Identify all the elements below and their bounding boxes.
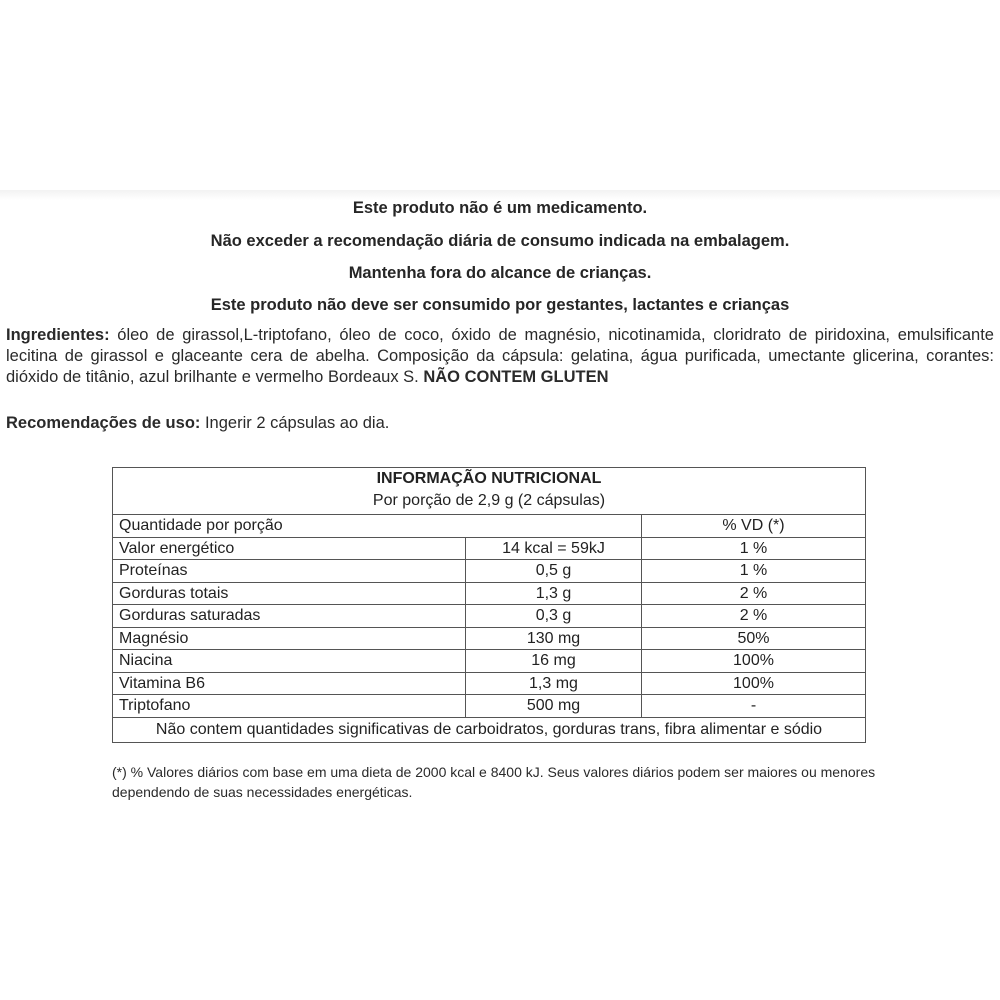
ingredients-label: Ingredientes:: [6, 326, 110, 344]
nutrient-name: Niacina: [113, 650, 466, 673]
daily-value-footnote: (*) % Valores diários com base em uma dieta de 2000 kcal e 8400 kJ. Seus valores diários podem ser maiores ou menores dependendo de suas necessidades energéticas.: [112, 764, 876, 800]
ingredients-text: óleo de girassol,L-triptofano, óleo de coco, óxido de magnésio, nicotinamida, cloridrato de piridoxina, emulsificante lecitina de girassol e glaceante cera de abelha. Composição da cápsula: gelatina, água purificada, umectante glicerina, corantes: dióxido de titânio, azul brilhante e vermelho Bordeaux S.: [6, 326, 994, 386]
warning-not-medicine: Este produto não é um medicamento.: [352, 199, 648, 217]
table-row: [113, 560, 866, 583]
nutrient-amount: 1,3 g: [466, 582, 642, 605]
nutrient-amount: 0,3 g: [466, 605, 642, 628]
nutrient-name: Valor energético: [113, 537, 466, 560]
nutrient-vd: 100%: [642, 672, 866, 695]
nutrition-column-header-row: [113, 515, 866, 538]
nutrient-vd: 50%: [642, 627, 866, 650]
table-row: [113, 650, 866, 673]
nutrient-name: Gorduras saturadas: [113, 605, 466, 628]
nutrient-amount: 500 mg: [466, 695, 642, 718]
nutrient-name: Triptofano: [113, 695, 466, 718]
nutrient-amount: 14 kcal = 59kJ: [466, 537, 642, 560]
table-row: [113, 695, 866, 718]
table-row: [113, 605, 866, 628]
nutrient-amount: 16 mg: [466, 650, 642, 673]
nutrient-name: Magnésio: [113, 627, 466, 650]
nutrient-name: Proteínas: [113, 560, 466, 583]
nutrition-table: [112, 467, 866, 743]
nutrient-vd: 100%: [642, 650, 866, 673]
column-header-quantity: Quantidade por porção: [113, 515, 642, 538]
nutrition-header-row: [113, 468, 866, 515]
nutrient-vd: 1 %: [642, 537, 866, 560]
nutrient-vd: -: [642, 695, 866, 718]
nutrient-name: Gorduras totais: [113, 582, 466, 605]
gluten-free-notice: NÃO CONTEM GLUTEN: [423, 368, 609, 386]
nutrition-footer-row: [113, 717, 866, 743]
nutrient-amount: 0,5 g: [466, 560, 642, 583]
nutrition-title: INFORMAÇÃO NUTRICIONAL: [376, 470, 602, 487]
nutrient-vd: 2 %: [642, 582, 866, 605]
nutrient-name: Vitamina B6: [113, 672, 466, 695]
warning-keep-away-children: Mantenha fora do alcance de crianças.: [348, 264, 652, 282]
nutrient-amount: 1,3 mg: [466, 672, 642, 695]
usage-label: Recomendações de uso:: [6, 414, 201, 432]
nutrition-portion: Por porção de 2,9 g (2 cápsulas): [372, 492, 606, 509]
nutrient-vd: 2 %: [642, 605, 866, 628]
nutrition-footer-note: Não contem quantidades significativas de carboidratos, gorduras trans, fibra alimentar e sódio: [113, 717, 866, 743]
ingredients-paragraph: [6, 325, 994, 388]
table-row: [113, 627, 866, 650]
nutrition-header: [113, 468, 866, 515]
table-row: [113, 537, 866, 560]
column-header-vd: % VD (*): [642, 515, 866, 538]
usage-text: Ingerir 2 cápsulas ao dia.: [200, 414, 390, 432]
warning-do-not-exceed: Não exceder a recomendação diária de consumo indicada na embalagem.: [210, 232, 790, 250]
nutrient-amount: 130 mg: [466, 627, 642, 650]
warning-not-for-pregnant: Este produto não deve ser consumido por gestantes, lactantes e crianças: [210, 296, 790, 314]
usage-paragraph: [6, 413, 994, 434]
table-row: [113, 582, 866, 605]
nutrient-vd: 1 %: [642, 560, 866, 583]
table-row: [113, 672, 866, 695]
